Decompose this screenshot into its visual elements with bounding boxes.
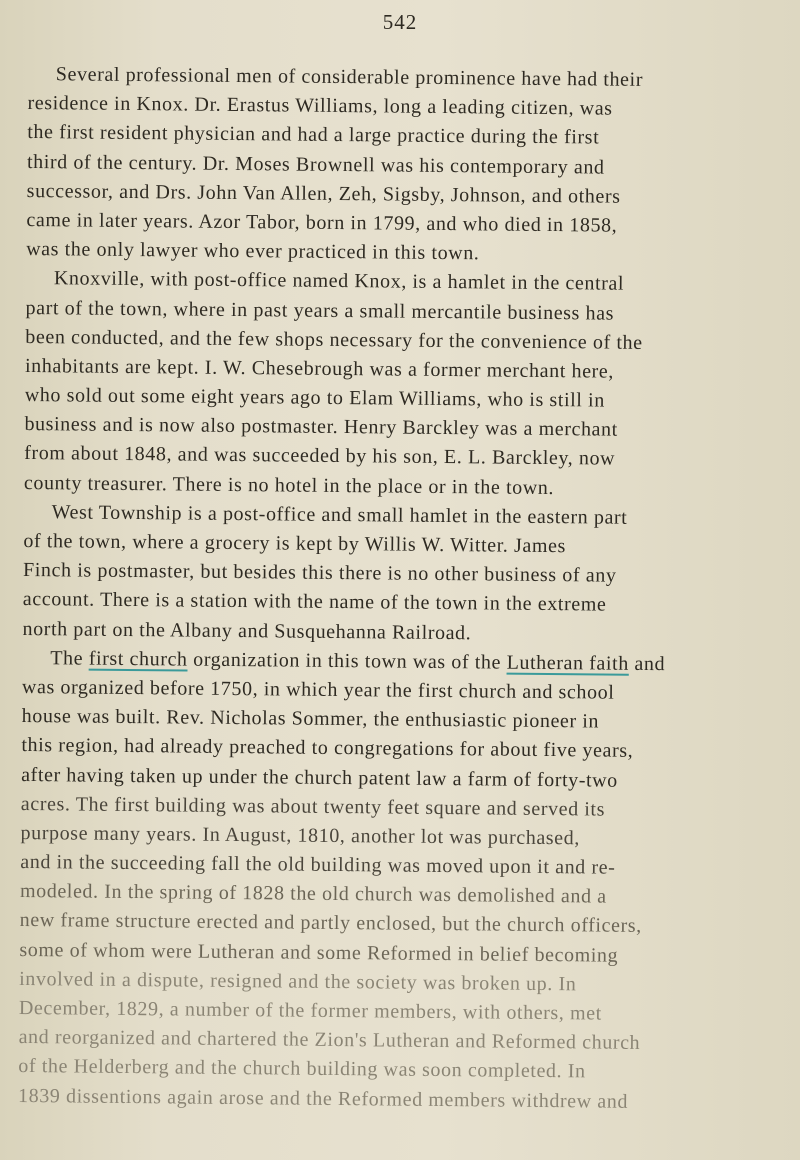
text-line: came in later years. Azor Tabor, born in 1799, and who died in 1858, [26, 208, 618, 237]
text-line: third of the century. Dr. Moses Brownell was his contemporary and [26, 150, 605, 179]
text-line: Finch is postmaster, but besides this there is no other business of any [22, 559, 617, 587]
text-line: some of whom were Lutheran and some Reformed in belief becoming [19, 938, 619, 967]
text-line: and reorganized and chartered the Zion's Lutheran and Reformed church [18, 1026, 641, 1055]
text-line: and in the succeeding fall the old building was moved upon it and re- [20, 851, 616, 879]
text-line: business and is now also postmaster. Henry Barckley was a merchant [24, 413, 618, 441]
page-body-text [18, 60, 778, 1118]
text-line: account. There is a station with the name of the town in the extreme [22, 588, 607, 616]
text-fragment: and [628, 652, 666, 675]
text-line: residence in Knox. Dr. Erastus Williams, long a leading citizen, was [27, 92, 613, 120]
text-line: inhabitants are kept. I. W. Chesebrough was a former merchant here, [24, 354, 615, 383]
text-line: north part on the Albany and Susquehanna Railroad. [22, 617, 472, 644]
text-line: West Township is a post-office and small hamlet in the eastern part [51, 501, 628, 529]
text-line: successor, and Drs. John Van Allen, Zeh, Sigsby, Johnson, and others [26, 179, 621, 208]
text-line: Knoxville, with post-office named Knox, is a hamlet in the central [53, 267, 625, 296]
text-fragment: The [50, 646, 89, 670]
text-line: 1839 dissentions again arose and the Reformed members withdrew and [17, 1084, 629, 1113]
text-line: new frame structure erected and partly enclosed, but the church officers, [19, 909, 642, 938]
text-line: of the Helderberg and the church building was soon completed. In [18, 1055, 586, 1083]
text-line: house was built. Rev. Nicholas Sommer, the enthusiastic pioneer in [21, 705, 600, 733]
underlined-phrase: first church [88, 647, 188, 671]
text-line: of the town, where a grocery is kept by Willis W. Witter. James [23, 529, 567, 558]
text-fragment: organization in this town was of the [187, 648, 507, 674]
text-line: part of the town, where in past years a small mercantile business has [25, 296, 615, 325]
page-number: 542 [382, 10, 418, 34]
text-line: December, 1829, a number of the former members, with others, met [18, 996, 602, 1025]
text-line: county treasurer. There is no hotel in the place or in the town. [23, 471, 555, 499]
underlined-phrase: Lutheran faith [506, 651, 629, 675]
text-line: purpose many years. In August, 1810, another lot was purchased, [20, 821, 581, 850]
text-line: Several professional men of considerable prominence have had their [55, 63, 644, 91]
text-line: involved in a dispute, resigned and the society was broken up. In [19, 967, 577, 996]
text-line: this region, had already preached to congregations for about five years, [21, 734, 634, 763]
text-line: was organized before 1750, in which year the first church and school [21, 675, 615, 704]
text-line: been conducted, and the few shops necessary for the convenience of the [25, 325, 643, 354]
text-line: was the only lawyer who ever practiced in this town. [26, 238, 480, 265]
text-line: acres. The first building was about twenty feet square and served its [20, 792, 606, 821]
text-line: after having taken up under the church patent law a farm of forty-two [21, 763, 618, 792]
text-line: who sold out some eight years ago to Elam Williams, who is still in [24, 384, 605, 412]
text-line: the first resident physician and had a large practice during the first [27, 121, 600, 149]
text-line: modeled. In the spring of 1828 the old church was demolished and a [19, 880, 607, 908]
text-line: from about 1848, and was succeeded by his son, E. L. Barckley, now [24, 442, 616, 471]
